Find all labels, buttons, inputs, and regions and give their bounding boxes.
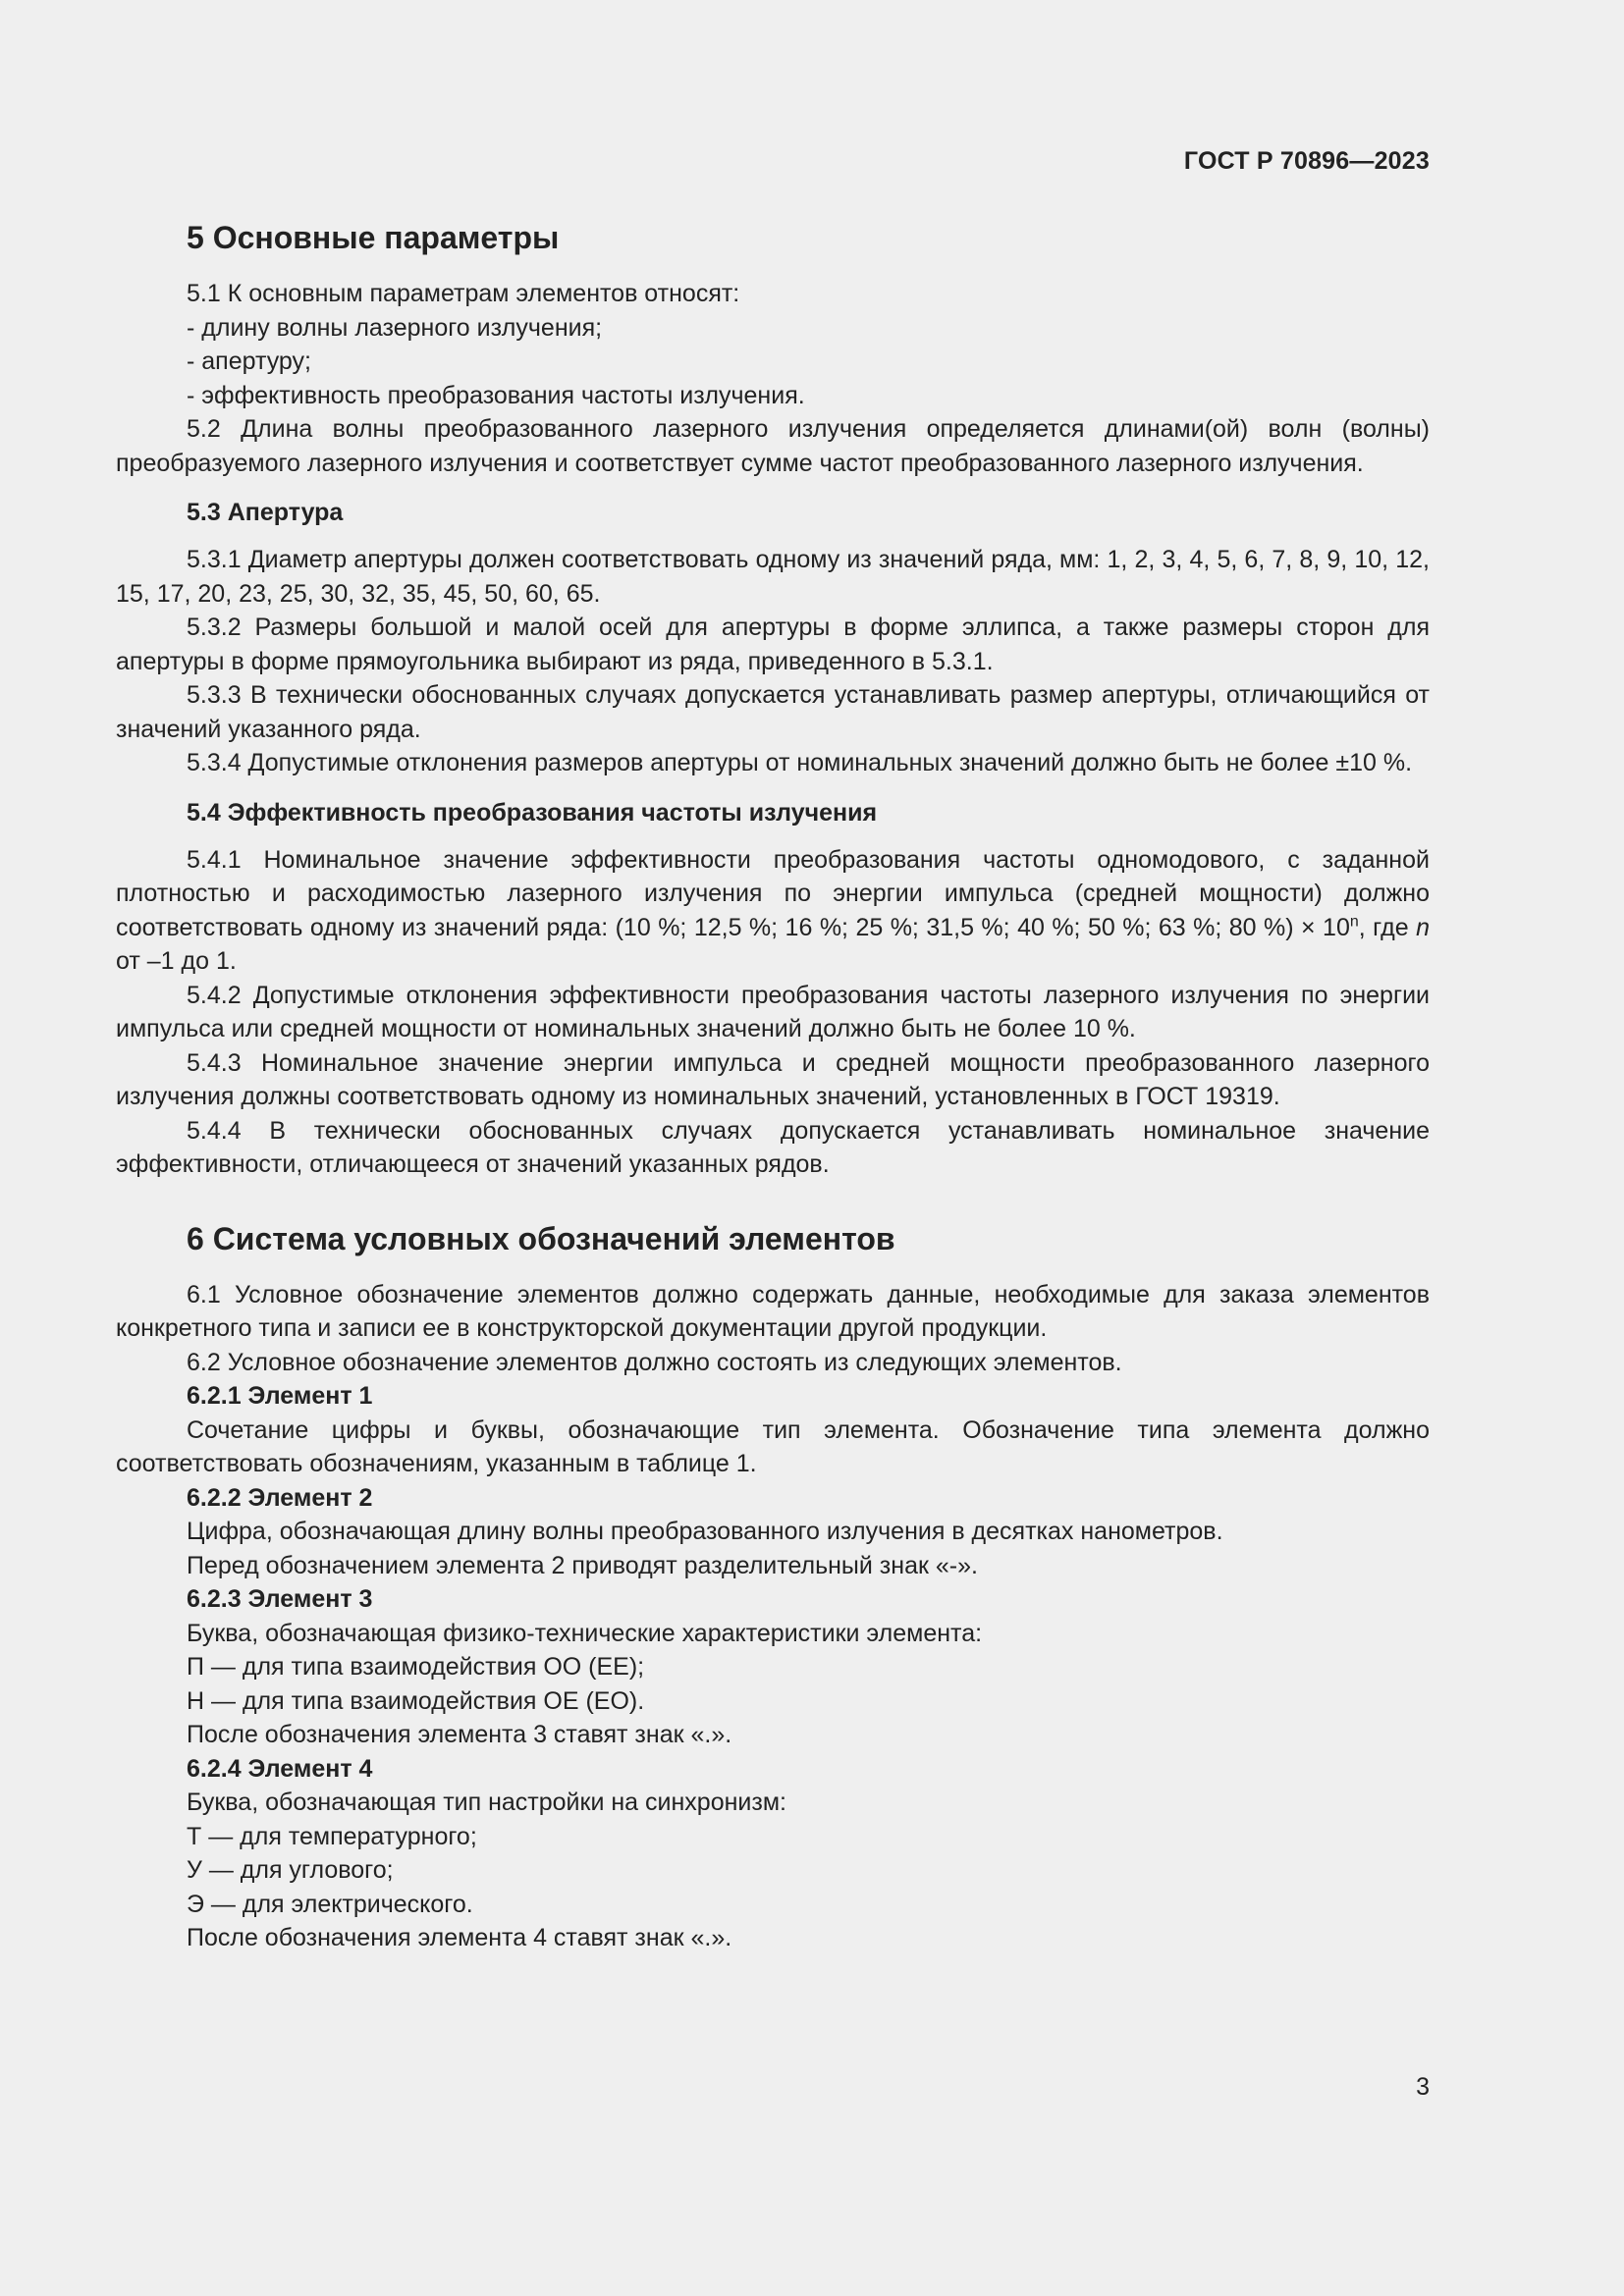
paragraph-6-2-4-b: Т — для температурного; <box>187 1822 477 1850</box>
paragraph-5-3-2: 5.3.2 Размеры большой и малой осей для апертуры в форме эллипса, а также размеры сторон для апертуры в форме прямоугольника выбирают из ряда, приведенного в 5.3.1. <box>116 614 1430 675</box>
subsection-6-2-2-title: 6.2.2 Элемент 2 <box>187 1483 373 1512</box>
paragraph-5-3-3: 5.3.3 В технически обоснованных случаях допускается устанавливать размер апертуры, отличающийся от значений указанного ряда. <box>116 681 1430 743</box>
subsection-6-2-4-title: 6.2.4 Элемент 4 <box>187 1754 373 1783</box>
paragraph-6-2-2-b: Перед обозначением элемента 2 приводят разделительный знак «-». <box>187 1551 978 1579</box>
paragraph-5-4-1 <box>116 843 1430 979</box>
paragraph-6-2: 6.2 Условное обозначение элементов должно состоять из следующих элементов. <box>187 1348 1122 1376</box>
paragraph-6-2-3-d: После обозначения элемента 3 ставят знак «.». <box>187 1721 732 1748</box>
paragraph-5-3-1: 5.3.1 Диаметр апертуры должен соответствовать одному из значений ряда, мм: 1, 2, 3, 4, 5, 6, 7, 8, 9, 10, 12, 15, 17, 20, 23, 25, 30, 32, 35, 45, 50, 60, 65. <box>116 546 1430 608</box>
subsection-6-2-3-title: 6.2.3 Элемент 3 <box>187 1585 373 1613</box>
paragraph-6-1: 6.1 Условное обозначение элементов должно содержать данные, необходимые для заказа элементов конкретного типа и записи ее в конструкторской документации другой продукции. <box>116 1280 1430 1342</box>
paragraph-6-2-3-a: Буква, обозначающая физико-технические характеристики элемента: <box>187 1619 983 1647</box>
paragraph-6-2-4-a: Буква, обозначающая тип настройки на синхронизм: <box>187 1789 786 1816</box>
paragraph-6-2-3-b: П — для типа взаимодействия ОО (ЕЕ); <box>187 1653 645 1681</box>
subsection-5-4-title: 5.4 Эффективность преобразования частоты излучения <box>187 798 878 827</box>
paragraph-6-2-4-e: После обозначения элемента 4 ставят знак «.». <box>187 1924 732 1951</box>
paragraph-5-2: 5.2 Длина волны преобразованного лазерного излучения определяется длинами(ой) волн (волны) преобразуемого лазерного излучения и соответствует сумме частот преобразованного лазерного излучения. <box>116 415 1430 477</box>
list-item: - апертуру; <box>187 347 311 375</box>
paragraph-5-3-4: 5.3.4 Допустимые отклонения размеров апертуры от номинальных значений должно быть не более ±10 %. <box>187 749 1413 776</box>
paragraph-5-4-1-text: 5.4.1 Номинальное значение эффективности преобразования частоты одномодового, с заданной плотностью и расходимостью лазерного излучения по энергии импульса (средней мощности) должно соответствовать одному из значений ряда: (10 %; 12,5 %; 16 %; 25 %; 31,5 %; 40 %; 50 %; 63 %; 80 %) × 10 <box>116 845 1430 941</box>
paragraph-6-2-3-c: Н — для типа взаимодействия ОЕ (ЕО). <box>187 1686 645 1715</box>
paragraph-6-2-4-c: У — для углового; <box>187 1856 394 1884</box>
document-code: ГОСТ Р 70896—2023 <box>1183 147 1430 175</box>
paragraph-5-4-3: 5.4.3 Номинальное значение энергии импульса и средней мощности преобразованного лазерного излучения должны соответствовать одному из номинальных значений, установленных в ГОСТ 19319. <box>116 1048 1430 1110</box>
list-item: - эффективность преобразования частоты излучения. <box>187 381 805 409</box>
exponent: n <box>1349 913 1359 931</box>
subsection-6-2-1-title: 6.2.1 Элемент 1 <box>187 1382 373 1410</box>
paragraph-5-4-1-text-c: от –1 до 1. <box>116 947 237 975</box>
paragraph-5-4-1-text-b: , где <box>1358 913 1417 941</box>
variable-n: n <box>1416 913 1431 941</box>
paragraph-6-2-4-d: Э — для электрического. <box>187 1890 473 1918</box>
section-5-title: 5 Основные параметры <box>187 220 560 255</box>
paragraph-6-2-2-a: Цифра, обозначающая длину волны преобразованного излучения в десятках нанометров. <box>187 1518 1223 1545</box>
page-content <box>116 218 1430 1955</box>
page-number: 3 <box>1416 2073 1430 2101</box>
paragraph-5-4-2: 5.4.2 Допустимые отклонения эффективности преобразования частоты лазерного излучения по энергии импульса или средней мощности от номинальных значений должно быть не более 10 %. <box>116 981 1430 1042</box>
subsection-5-3-title: 5.3 Апертура <box>187 499 344 526</box>
paragraph-5-4-4: 5.4.4 В технически обоснованных случаях допускается устанавливать номинальное значение эффективности, отличающееся от значений указанных рядов. <box>116 1116 1430 1178</box>
paragraph-6-2-1: Сочетание цифры и буквы, обозначающие тип элемента. Обозначение типа элемента должно соответствовать обозначениям, указанным в таблице 1. <box>116 1415 1430 1477</box>
list-item: - длину волны лазерного излучения; <box>187 313 603 342</box>
paragraph-5-1: 5.1 К основным параметрам элементов относят: <box>187 280 740 307</box>
section-6-title: 6 Система условных обозначений элементов <box>187 1220 895 1256</box>
